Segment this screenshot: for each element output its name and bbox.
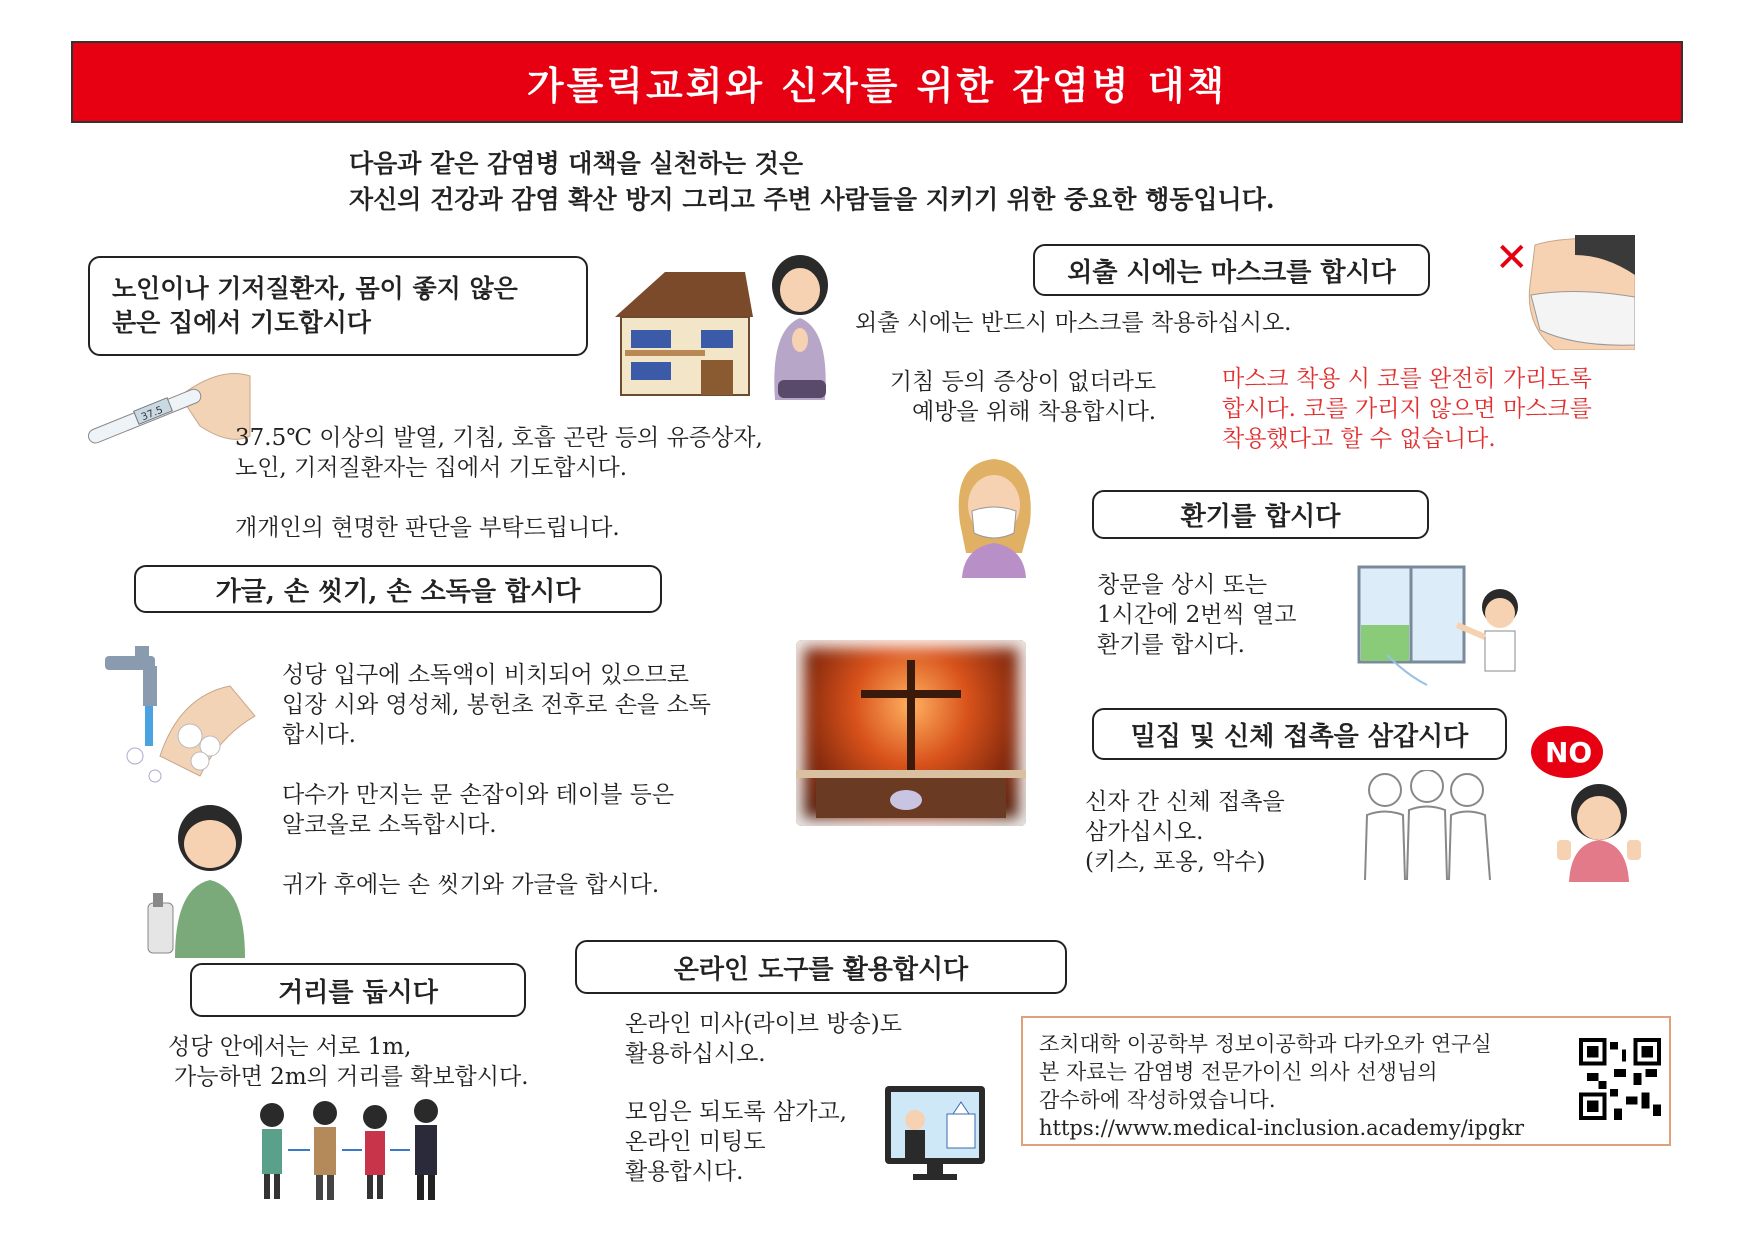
no-badge: NO xyxy=(1545,736,1593,769)
crowd-icon xyxy=(1355,770,1500,885)
hand-wash-p1-line-1: 성당 입구에 소독액이 비치되어 있으므로 xyxy=(282,662,689,688)
hand-wash-heading: 가글, 손 씻기, 손 소독을 합시다 xyxy=(215,576,581,607)
no-mask-face-icon xyxy=(1495,235,1635,350)
stay-home-text xyxy=(235,423,763,543)
online-heading-box xyxy=(575,940,1067,994)
ventilation-text-line-1: 창문을 상시 또는 xyxy=(1097,572,1268,598)
mask-warning xyxy=(1222,364,1592,454)
contact-heading-box xyxy=(1092,708,1507,760)
house-icon xyxy=(605,262,755,397)
mask-warning-line-2: 합시다. 코를 가리지 않으면 마스크를 xyxy=(1222,396,1592,422)
open-window-icon xyxy=(1357,565,1542,690)
online-text xyxy=(625,1009,902,1187)
masked-woman-icon xyxy=(952,453,1037,578)
contact-text-line-3: (키스, 포옹, 악수) xyxy=(1085,849,1266,875)
credit-line-2: 본 자료는 감염병 전문가이신 의사 선생님의 xyxy=(1039,1060,1438,1084)
hand-wash-p2-line-1: 다수가 만지는 문 손잡이와 테이블 등은 xyxy=(282,782,675,808)
hand-wash-p3-line-1: 귀가 후에는 손 씻기와 가글을 합시다. xyxy=(282,872,660,898)
mask-text-line-1: 외출 시에는 반드시 마스크를 착용하십시오. xyxy=(855,310,1292,336)
ventilation-text-line-3: 환기를 합시다. xyxy=(1097,632,1245,658)
contact-heading: 밀집 및 신체 접촉을 삼갑시다 xyxy=(1130,721,1469,752)
credit-line-1: 조치대학 이공학부 정보이공학과 다카오카 연구실 xyxy=(1039,1032,1492,1056)
online-p2-line-3: 활용합시다. xyxy=(625,1159,744,1185)
title-bar xyxy=(71,41,1683,123)
online-p2-line-1: 모임은 되도록 삼가고, xyxy=(625,1099,847,1125)
online-mass-monitor-icon xyxy=(883,1084,988,1184)
hand-wash-p2-line-2: 알코올로 소독합시다. xyxy=(282,812,497,838)
cross-mark-icon: ✕ xyxy=(1495,235,1529,281)
online-p1-line-1: 온라인 미사(라이브 방송)도 xyxy=(625,1011,902,1037)
ventilation-text xyxy=(1097,570,1296,660)
praying-woman-icon xyxy=(760,250,840,400)
distance-text xyxy=(168,1032,529,1092)
no-gesture-icon xyxy=(1527,722,1647,882)
credit-line-3: 감수하에 작성하였습니다. xyxy=(1039,1088,1276,1112)
stay-home-heading-line-2: 분은 집에서 기도합시다 xyxy=(112,308,371,337)
mask-warning-line-3: 착용했다고 할 수 없습니다. xyxy=(1222,426,1496,452)
mask-heading: 외출 시에는 마스크를 합시다 xyxy=(1067,257,1396,288)
contact-text-line-1: 신자 간 신체 접촉을 xyxy=(1085,789,1285,815)
distancing-people-icon xyxy=(250,1095,450,1205)
mask-heading-box xyxy=(1033,244,1430,296)
distance-text-line-2: 가능하면 2m의 거리를 확보합시다. xyxy=(174,1064,529,1090)
online-heading: 온라인 도구를 활용합시다 xyxy=(673,954,969,985)
mask-text-line-3: 예방을 위해 착용합시다. xyxy=(912,399,1157,425)
thermometer-reading: 37.5 xyxy=(139,404,165,424)
mask-warning-line-1: 마스크 착용 시 코를 완전히 가리도록 xyxy=(1222,366,1592,392)
credit-url[interactable]: https://www.medical-inclusion.academy/ipgkr xyxy=(1039,1116,1525,1140)
boy-sanitizer-icon xyxy=(145,798,255,958)
distance-heading: 거리를 둡시다 xyxy=(278,977,438,1008)
mask-text-2 xyxy=(880,367,1156,427)
credit-text xyxy=(1039,1030,1524,1142)
hand-wash-p1-line-2: 입장 시와 영성체, 봉헌초 전후로 손을 소독 xyxy=(282,692,711,718)
qr-code-icon[interactable] xyxy=(1579,1038,1661,1120)
mask-text-line-2: 기침 등의 증상이 없더라도 xyxy=(889,369,1157,395)
stay-home-heading-line-1: 노인이나 기저질환자, 몸이 좋지 않은 xyxy=(112,274,518,303)
thermometer-icon xyxy=(80,366,255,466)
hand-wash-heading-box xyxy=(134,565,662,613)
intro-line-2: 자신의 건강과 감염 확산 방지 그리고 주변 사람들을 지키기 위한 중요한 행동입니다. xyxy=(349,185,1275,214)
contact-text xyxy=(1085,787,1285,877)
intro-line-1: 다음과 같은 감염병 대책을 실천하는 것은 xyxy=(349,149,804,178)
contact-text-line-2: 삼가십시오. xyxy=(1085,819,1204,845)
hand-wash-p1-line-3: 합시다. xyxy=(282,722,356,748)
hand-wash-text xyxy=(282,660,711,900)
online-p2-line-2: 온라인 미팅도 xyxy=(625,1129,766,1155)
intro-text xyxy=(349,146,1275,218)
distance-heading-box xyxy=(190,963,526,1017)
distance-text-line-1: 성당 안에서는 서로 1m, xyxy=(168,1034,412,1060)
ventilation-text-line-2: 1시간에 2번씩 열고 xyxy=(1097,602,1297,628)
stay-home-text-line-1: 37.5℃ 이상의 발열, 기침, 호흡 곤란 등의 유증상자, xyxy=(235,425,763,451)
page-title: 가톨릭교회와 신자를 위한 감염병 대책 xyxy=(526,62,1228,108)
altar-photo xyxy=(796,640,1026,826)
stay-home-text-line-3: 개개인의 현명한 판단을 부탁드립니다. xyxy=(235,515,620,541)
stay-home-text-line-2: 노인, 기저질환자는 집에서 기도합시다. xyxy=(235,455,628,481)
ventilation-heading-box xyxy=(1092,490,1429,539)
stay-home-heading-box xyxy=(88,256,588,356)
ventilation-heading: 환기를 합시다 xyxy=(1180,502,1341,532)
credit-box xyxy=(1021,1016,1671,1146)
online-p1-line-2: 활용하십시오. xyxy=(625,1041,766,1067)
washing-hands-icon xyxy=(150,676,260,786)
